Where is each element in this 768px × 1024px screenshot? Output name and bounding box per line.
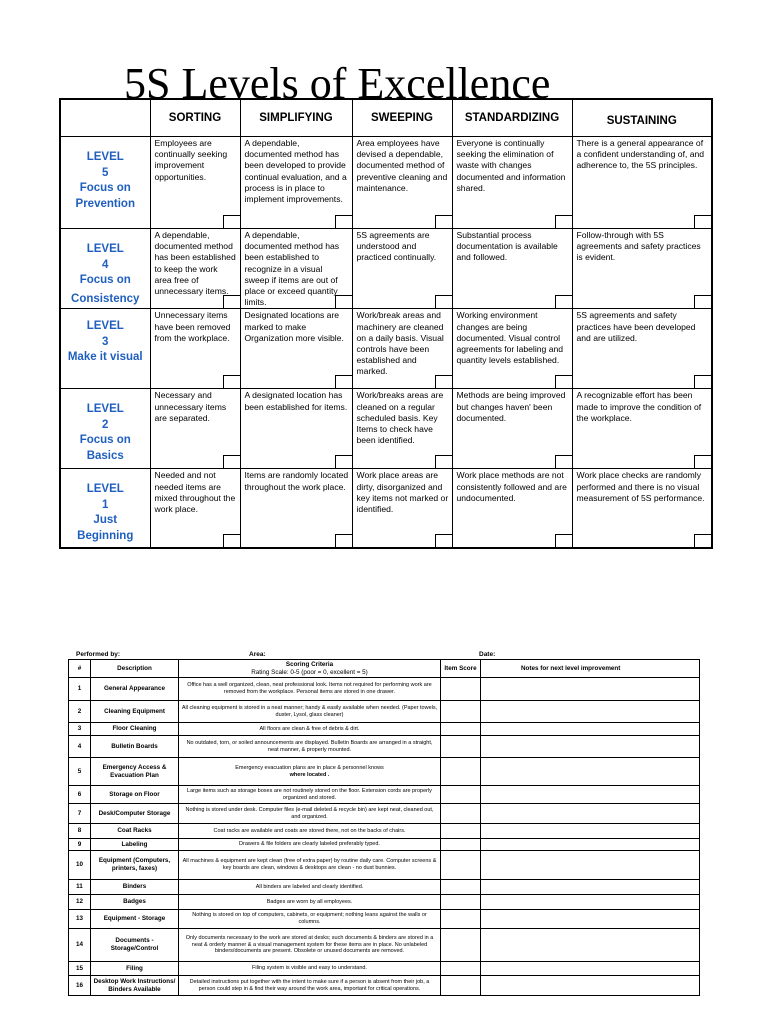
level-cell-text: Unnecessary items have been removed from the workplace.: [154, 310, 231, 343]
criteria-emphasis: where located .: [289, 771, 330, 778]
score-row: [69, 758, 700, 786]
notes-cell[interactable]: [481, 895, 700, 910]
criteria-title: Scoring Criteria: [285, 661, 334, 668]
level-cell-text: Everyone is continually seeking the elimination of waste with changes documented and information shared.: [456, 138, 566, 193]
corner-cell: [60, 99, 150, 137]
score-row: [69, 929, 700, 962]
level-cell-text: Needed and not needed items are mixed throughout the work place.: [154, 470, 236, 515]
scoring-body: [69, 678, 700, 996]
checkbox[interactable]: [223, 534, 240, 547]
level-cell-text: Methods are being improved but changes haven' been documented.: [456, 390, 566, 423]
checkbox[interactable]: [694, 455, 711, 468]
row-description: Equipment - Storage: [91, 910, 179, 929]
checkbox[interactable]: [555, 534, 572, 547]
level-label-cell: [60, 389, 150, 469]
level-cell-text: A dependable, documented method has been established to keep the work area free of unnecessary items.: [154, 230, 236, 297]
level-cell-text: Work place areas are dirty, disorganized and key items not marked or identified.: [356, 470, 449, 515]
row-description: Storage on Floor: [91, 786, 179, 804]
level-cell: [240, 309, 352, 389]
row-number: 4: [69, 736, 91, 758]
item-score-cell[interactable]: [441, 678, 481, 701]
checkbox[interactable]: [223, 215, 240, 228]
criteria-text: All floors are clean & free of debris & dirt.: [259, 725, 360, 732]
level-cell-text: A designated location has been established for items.: [244, 390, 348, 412]
checkbox[interactable]: [335, 534, 352, 547]
row-criteria: [179, 786, 441, 804]
criteria-text: Only documents necessary to the work are stored at desks; such documents & binders are stored in a neat & orderly manner & a visual management system for these items are in place. No unlabeled binders/documents are present. Obsolete or unused documents are removed.: [185, 935, 434, 955]
level-row: [60, 389, 712, 469]
notes-cell[interactable]: [481, 910, 700, 929]
level-cell-text: Substantial process documentation is available and followed.: [456, 230, 558, 263]
row-number: 11: [69, 880, 91, 895]
level-cell: [352, 137, 452, 229]
row-description: Bulletin Boards: [91, 736, 179, 758]
level-cell: [452, 229, 572, 309]
header-item-score: Item Score: [441, 660, 481, 678]
checkbox[interactable]: [335, 375, 352, 388]
criteria-text: All binders are labeled and clearly identified.: [255, 883, 364, 890]
row-criteria: [179, 851, 441, 880]
level-label: LEVEL 1 Just Beginning: [77, 483, 134, 542]
row-number: 6: [69, 786, 91, 804]
levels-table: [59, 98, 713, 549]
criteria-text: Large items such as storage boxes are not routinely stored on the floor. Extension cords are properly organized and stored.: [187, 787, 432, 801]
row-criteria: [179, 910, 441, 929]
level-cell: [352, 389, 452, 469]
column-header-simplifying: SIMPLIFYING: [240, 99, 352, 137]
item-score-cell[interactable]: [441, 804, 481, 824]
notes-cell[interactable]: [481, 929, 700, 962]
row-number: 3: [69, 723, 91, 736]
level-cell: [452, 469, 572, 549]
item-score-cell[interactable]: [441, 880, 481, 895]
checkbox[interactable]: [694, 375, 711, 388]
header-notes: Notes for next level improvement: [481, 660, 700, 678]
row-description: Documents - Storage/Control: [91, 929, 179, 962]
checkbox[interactable]: [555, 375, 572, 388]
score-row: [69, 804, 700, 824]
level-cell-text: Work/breaks areas are cleaned on a regular scheduled basis. Key Items to check have been identified.: [356, 390, 444, 446]
item-score-cell[interactable]: [441, 929, 481, 962]
item-score-cell[interactable]: [441, 851, 481, 880]
levels-header-row: [60, 99, 712, 137]
item-score-cell[interactable]: [441, 701, 481, 723]
score-row: [69, 786, 700, 804]
row-criteria: [179, 804, 441, 824]
item-score-cell[interactable]: [441, 824, 481, 839]
notes-cell[interactable]: [481, 786, 700, 804]
notes-cell[interactable]: [481, 851, 700, 880]
level-label-cell: [60, 309, 150, 389]
criteria-text: Detailed instructions put together with the intent to make sure if a person is absent from their job, a person could step in & find their way around the work area, important for critical operations.: [189, 978, 430, 992]
level-cell: [352, 229, 452, 309]
row-criteria: [179, 929, 441, 962]
level-row: [60, 309, 712, 389]
score-row: [69, 851, 700, 880]
row-number: 5: [69, 758, 91, 786]
row-description: Floor Cleaning: [91, 723, 179, 736]
notes-cell[interactable]: [481, 678, 700, 701]
column-header-sustaining: SUSTAINING: [572, 99, 712, 137]
row-description: Coat Racks: [91, 824, 179, 839]
column-header-sweeping: SWEEPING: [352, 99, 452, 137]
level-cell: [150, 137, 240, 229]
level-label: LEVEL 5 Focus on Prevention: [75, 151, 135, 210]
level-cell: [240, 469, 352, 549]
level-cell: [240, 137, 352, 229]
row-criteria: [179, 824, 441, 839]
level-cell-text: A recognizable effort has been made to improve the condition of the workplace.: [576, 390, 702, 423]
row-number: 10: [69, 851, 91, 880]
criteria-text: Nothing is stored under desk. Computer files (e-mail deleted & recycle bin) are kept neat, cleaned out, and organized.: [185, 806, 434, 820]
level-cell-text: 5S agreements and safety practices have been developed and are utilized.: [576, 310, 696, 343]
level-cell: [572, 229, 712, 309]
row-criteria: [179, 736, 441, 758]
level-cell: [352, 309, 452, 389]
level-row: [60, 137, 712, 229]
score-row: [69, 723, 700, 736]
level-cell-text: Necessary and unnecessary items are separated.: [154, 390, 227, 423]
checkbox[interactable]: [435, 215, 452, 228]
checkbox[interactable]: [223, 295, 240, 308]
row-criteria: [179, 758, 441, 786]
header-description: Description: [91, 660, 179, 678]
score-row: [69, 962, 700, 976]
row-number: 8: [69, 824, 91, 839]
header-number: #: [69, 660, 91, 678]
score-row: [69, 839, 700, 851]
row-description: Filing: [91, 962, 179, 976]
row-number: 16: [69, 976, 91, 996]
level-label: LEVEL 2 Focus on Basics: [79, 403, 131, 462]
score-row: [69, 824, 700, 839]
item-score-cell[interactable]: [441, 786, 481, 804]
level-cell-text: 5S agreements are understood and practiced continually.: [356, 230, 437, 263]
level-cell-text: Work place checks are randomly performed and there is no visual measurement of 5S performance.: [576, 470, 705, 503]
row-criteria: [179, 723, 441, 736]
level-row: [60, 469, 712, 549]
checkbox[interactable]: [223, 455, 240, 468]
checkbox[interactable]: [335, 215, 352, 228]
row-number: 1: [69, 678, 91, 701]
scoring-table: [68, 659, 700, 996]
level-cell-text: Follow-through with 5S agreements and safety practices is evident.: [576, 230, 701, 263]
row-criteria: [179, 895, 441, 910]
notes-cell[interactable]: [481, 880, 700, 895]
level-cell: [452, 137, 572, 229]
score-row: [69, 701, 700, 723]
level-cell: [572, 389, 712, 469]
score-row: [69, 678, 700, 701]
level-cell: [240, 389, 352, 469]
row-criteria: [179, 839, 441, 851]
score-row: [69, 880, 700, 895]
level-row: [60, 229, 712, 309]
level-cell: [352, 469, 452, 549]
checkbox[interactable]: [223, 375, 240, 388]
row-description: Emergency Access & Evacuation Plan: [91, 758, 179, 786]
score-row: [69, 895, 700, 910]
criteria-text: All machines & equipment are kept clean (free of extra paper) by routine daily care. Computer screens & key boards are clean, windows & desktops are clean - no dust bunnies.: [182, 858, 437, 871]
criteria-text: Emergency evacuation plans are in place & personnel knows: [235, 764, 384, 771]
scoring-header-row: [69, 660, 700, 678]
item-score-cell[interactable]: [441, 895, 481, 910]
row-number: 15: [69, 962, 91, 976]
score-row: [69, 976, 700, 996]
level-cell: [150, 389, 240, 469]
criteria-text: Drawers & file folders are clearly labeled preferably typed.: [239, 841, 380, 848]
checkbox[interactable]: [335, 295, 352, 308]
notes-cell[interactable]: [481, 701, 700, 723]
level-label-cell: [60, 137, 150, 229]
date-label: Date:: [479, 651, 496, 658]
row-number: 12: [69, 895, 91, 910]
checkbox[interactable]: [435, 534, 452, 547]
checkbox[interactable]: [555, 455, 572, 468]
criteria-text: Office has a well organized, clean, neat professional look. Items not required for performing work are removed from the workplace. Personal items are stored in one drawer.: [187, 682, 432, 695]
performed-by-label: Performed by:: [76, 651, 121, 658]
level-label: LEVEL 3 Make it visual: [67, 320, 143, 364]
checkbox[interactable]: [555, 215, 572, 228]
row-criteria: [179, 962, 441, 976]
score-row: [69, 736, 700, 758]
notes-cell[interactable]: [481, 824, 700, 839]
criteria-text: Nothing is stored on top of computers, cabinets, or equipment; nothing leans against the walls or columns.: [192, 912, 427, 925]
level-label-cell: [60, 229, 150, 309]
checkbox[interactable]: [555, 295, 572, 308]
column-header-sorting: SORTING: [150, 99, 240, 137]
row-description: Badges: [91, 895, 179, 910]
criteria-scale: Rating Scale: 0-5 (poor = 0, excellent = 5): [251, 668, 368, 676]
item-score-cell[interactable]: [441, 736, 481, 758]
area-label: Area:: [249, 651, 266, 658]
column-header-standardizing: STANDARDIZING: [452, 99, 572, 137]
row-number: 14: [69, 929, 91, 962]
notes-cell[interactable]: [481, 758, 700, 786]
level-cell: [572, 469, 712, 549]
criteria-text: Coat racks are available and coats are stored there, not on the backs of chairs.: [213, 827, 406, 834]
level-cell: [150, 469, 240, 549]
checkbox[interactable]: [335, 455, 352, 468]
notes-cell[interactable]: [481, 962, 700, 976]
checkbox[interactable]: [435, 375, 452, 388]
row-description: Binders: [91, 880, 179, 895]
checkbox[interactable]: [694, 215, 711, 228]
row-description: General Appearance: [91, 678, 179, 701]
level-cell: [240, 229, 352, 309]
level-cell: [150, 309, 240, 389]
level-cell-text: Work/break areas and machinery are cleaned on a daily basis. Visual controls have been established and marked.: [356, 310, 444, 377]
item-score-cell[interactable]: [441, 962, 481, 976]
level-cell-text: A dependable, documented method has been developed to provide continual evaluation, and a process is in place to implement improvements.: [244, 138, 347, 205]
row-number: 13: [69, 910, 91, 929]
row-description: Equipment (Computers, printers, faxes): [91, 851, 179, 880]
row-criteria: [179, 701, 441, 723]
item-score-cell[interactable]: [441, 910, 481, 929]
notes-cell[interactable]: [481, 976, 700, 996]
row-criteria: [179, 976, 441, 996]
level-cell: [452, 309, 572, 389]
criteria-text: All cleaning equipment is stored in a neat manner; handy & easily available when needed. (Paper towels, duster, Lysol, glass cleaner): [181, 704, 438, 718]
level-cell-text: A dependable, documented method has been established to recognize in a visual sweep if items are out of place or exceed quantity limits.: [244, 230, 340, 308]
notes-cell[interactable]: [481, 804, 700, 824]
notes-cell[interactable]: [481, 736, 700, 758]
level-cell-text: Items are randomly located throughout the work place.: [244, 470, 349, 492]
header-criteria: [179, 660, 441, 678]
checkbox[interactable]: [435, 455, 452, 468]
notes-cell[interactable]: [481, 723, 700, 736]
row-criteria: [179, 678, 441, 701]
row-description: Desktop Work Instructions/ Binders Available: [91, 976, 179, 996]
item-score-cell[interactable]: [441, 839, 481, 851]
score-row: [69, 910, 700, 929]
level-cell-text: Work place methods are not consistently followed and are undocumented.: [456, 470, 567, 503]
level-cell-text: Working environment changes are being documented. Visual control agreements for labeling and quantity levels established.: [456, 310, 564, 366]
criteria-text: No outdated, torn, or soiled announcements are displayed. Bulletin Boards are arranged in a straight, neat manner, & properly mounted.: [186, 739, 433, 753]
checkbox[interactable]: [694, 295, 711, 308]
level-cell-text: Employees are continually seeking improvement opportunities.: [154, 138, 228, 182]
level-label-cell: [60, 469, 150, 549]
item-score-cell[interactable]: [441, 976, 481, 996]
row-description: Desk/Computer Storage: [91, 804, 179, 824]
row-description: Cleaning Equipment: [91, 701, 179, 723]
level-cell: [452, 389, 572, 469]
level-cell: [150, 229, 240, 309]
level-cell-text: Area employees have devised a dependable, documented method of preventive cleaning and maintenance.: [356, 138, 448, 193]
checkbox[interactable]: [694, 534, 711, 547]
level-label: LEVEL 4 Focus on Consistency: [71, 243, 140, 305]
level-cell: [572, 137, 712, 229]
item-score-cell[interactable]: [441, 723, 481, 736]
notes-cell[interactable]: [481, 839, 700, 851]
item-score-cell[interactable]: [441, 758, 481, 786]
criteria-text: Badges are worn by all employees.: [266, 898, 353, 905]
row-description: Labeling: [91, 839, 179, 851]
checkbox[interactable]: [435, 295, 452, 308]
row-number: 9: [69, 839, 91, 851]
row-criteria: [179, 880, 441, 895]
criteria-text: Filing system is visible and easy to understand.: [252, 965, 367, 972]
level-cell-text: Designated locations are marked to make Organization more visible.: [244, 310, 344, 343]
row-number: 2: [69, 701, 91, 723]
page-title: 5S Levels of Excellence: [124, 59, 551, 108]
row-number: 7: [69, 804, 91, 824]
level-cell-text: There is a general appearance of a confident understanding of, and adherence to, the 5S principles.: [576, 138, 705, 171]
level-cell: [572, 309, 712, 389]
